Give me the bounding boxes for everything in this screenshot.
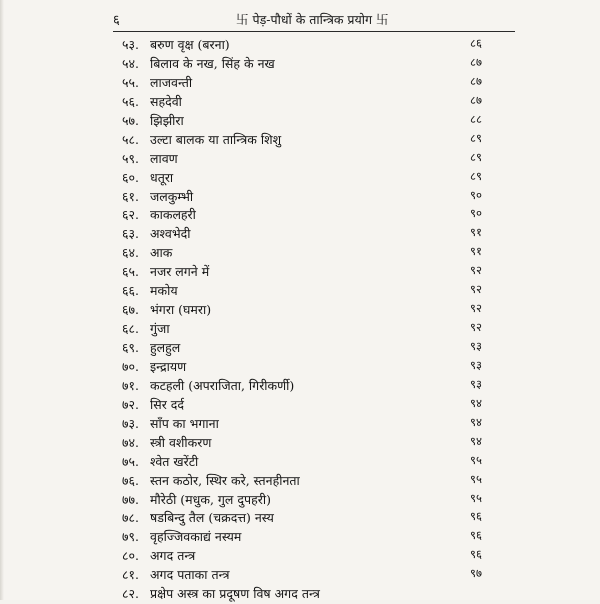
entry-page-number: ९४ [470,414,482,429]
entry-title: अगद तन्त्र [150,548,196,564]
toc-entry [0,339,600,358]
entry-title: काकलहरी [150,207,196,223]
entry-title: लाजवन्ती [150,74,193,90]
entry-number: ५८. [122,131,139,147]
entry-title: नजर लगने में [150,264,210,280]
entry-number: ७७. [122,491,139,507]
entry-number: ७४. [122,434,139,450]
entry-page-number: ९६ [470,547,482,562]
entry-page-number: ९२ [470,320,482,335]
entry-page-number: ९३ [470,357,482,372]
entry-number: ७२. [122,396,139,412]
toc-entry [0,320,600,339]
toc-entry [0,36,600,55]
entry-title: स्त्री वशीकरण [150,434,212,450]
running-title: 卐 पेड़-पौधों के तान्त्रिक प्रयोग 卐 [236,12,389,27]
entry-title: हुलहुल [150,340,181,355]
entry-number: ६९. [122,340,139,355]
entry-page-number: ९२ [470,282,482,297]
toc-entry [0,566,600,585]
entry-number: ५५. [122,74,139,90]
entry-title: वृहज्जिवकाद्यं नस्यम [150,529,242,545]
toc-entry [0,434,600,453]
entry-number: ८१. [122,567,139,583]
entry-number: ६३. [122,226,139,242]
entry-title: धतूरा [150,169,174,185]
toc-entry [0,225,600,244]
entry-number: ६८. [122,321,139,337]
toc-entry [0,453,600,472]
entry-number: ५६. [122,93,139,109]
toc-entry [0,282,600,301]
entry-title: सिर दर्द [150,396,185,412]
toc-entry [0,547,600,566]
toc-entry [0,206,600,225]
entry-number: ८०. [122,548,139,564]
entry-page-number: ९२ [470,263,482,278]
entry-title: मौरेठी (मधुक, गुल दुपहरी) [150,491,271,507]
entry-title: अश्वभेदी [150,226,191,242]
entry-title: झिझीरा [150,112,184,128]
toc-entry [0,263,600,282]
entry-page-number: ९५ [470,452,482,467]
entry-page-number: ९० [470,206,482,221]
entry-page-number: ९३ [470,376,482,391]
entry-page-number: ८७ [470,92,482,107]
entry-page-number: ८७ [470,73,482,88]
entry-page-number: ९० [470,187,482,202]
entry-number: ६५. [122,264,139,280]
entry-number: ५७. [122,112,139,128]
entry-title: भंगरा (घमरा) [150,302,212,318]
toc-entry [0,74,600,93]
entry-number: ७९. [122,529,139,545]
toc-entry [0,491,600,510]
entry-title: सहदेवी [150,93,182,109]
header-rule [113,31,515,32]
page-header [0,10,600,30]
toc-entry [0,93,600,112]
entry-number: ८२. [122,586,139,602]
entry-number: ५३. [122,37,139,52]
entry-number: ६६. [122,283,139,299]
entry-number: ७३. [122,415,139,431]
toc-entry [0,244,600,263]
entry-title: उल्टा बालक या तान्त्रिक शिशु [150,131,282,147]
entry-number: ७८. [122,510,139,526]
toc-entry [0,150,600,169]
entry-title: लावण [150,150,178,166]
toc-entry [0,528,600,547]
entry-number: ५४. [122,55,139,71]
entry-title: आक [150,245,173,261]
entry-page-number: ८९ [470,130,482,145]
toc-entry [0,55,600,74]
entry-page-number: ९१ [470,225,482,240]
toc-entry [0,415,600,434]
toc-entry [0,301,600,320]
entry-page-number: ९६ [470,528,482,543]
entry-number: ६४. [122,245,139,261]
entry-number: ६७. [122,302,139,318]
entry-page-number: ९५ [470,471,482,486]
entry-page-number: ८९ [470,168,482,183]
toc-entry [0,472,600,491]
entry-page-number: ८९ [470,149,482,164]
toc-entry [0,358,600,377]
toc-entry [0,585,600,604]
entry-page-number: ९१ [470,244,482,259]
toc-entry [0,396,600,415]
page-number: ६ [113,13,120,28]
entry-number: ५९. [122,150,139,166]
table-of-contents [0,36,600,604]
toc-entry [0,131,600,150]
entry-number: ६२. [122,207,139,223]
entry-title: जलकुम्भी [150,188,194,204]
entry-page-number: ८८ [470,111,482,126]
entry-title: गुंजा [150,321,170,337]
toc-entry [0,112,600,131]
entry-page-number: ९५ [470,490,482,505]
entry-page-number: ९४ [470,433,482,448]
toc-entry [0,169,600,188]
entry-number: ६१. [122,188,139,204]
entry-title: षडबिन्दु तैल (चक्रदत्त) नस्य [150,510,274,526]
entry-page-number: ९२ [470,301,482,316]
entry-title: प्रक्षेप अस्त्र का प्रदूषण विष अगद तन्त्र [150,586,320,602]
entry-title: बरुण वृक्ष (बरना) [150,37,230,52]
entry-title: इन्द्रायण [150,358,187,374]
entry-title: साँप का भगाना [150,415,219,431]
entry-number: ६०. [122,169,139,185]
entry-number: ७०. [122,358,139,374]
entry-number: ७६. [122,472,139,488]
entry-title: बिलाव के नख, सिंह के नख [150,55,275,71]
entry-page-number: ९४ [470,395,482,410]
entry-page-number: ९६ [470,509,482,524]
entry-page-number: ९७ [470,566,482,581]
entry-title: अगद पताका तन्त्र [150,567,230,583]
entry-title: मकोय [150,283,178,299]
entry-title: श्वेत खरेंटी [150,453,199,469]
entry-title: स्तन कठोर, स्थिर करे, स्तनहीनता [150,472,300,488]
toc-entry [0,509,600,528]
entry-number: ७१. [122,377,139,393]
entry-page-number: ८७ [470,54,482,69]
entry-page-number: ९३ [470,339,482,353]
entry-title: कटहली (अपराजिता, गिरीकर्णी) [150,377,295,393]
entry-page-number: ८६ [470,36,482,50]
entry-number: ७५. [122,453,139,469]
toc-entry [0,377,600,396]
toc-entry [0,188,600,207]
